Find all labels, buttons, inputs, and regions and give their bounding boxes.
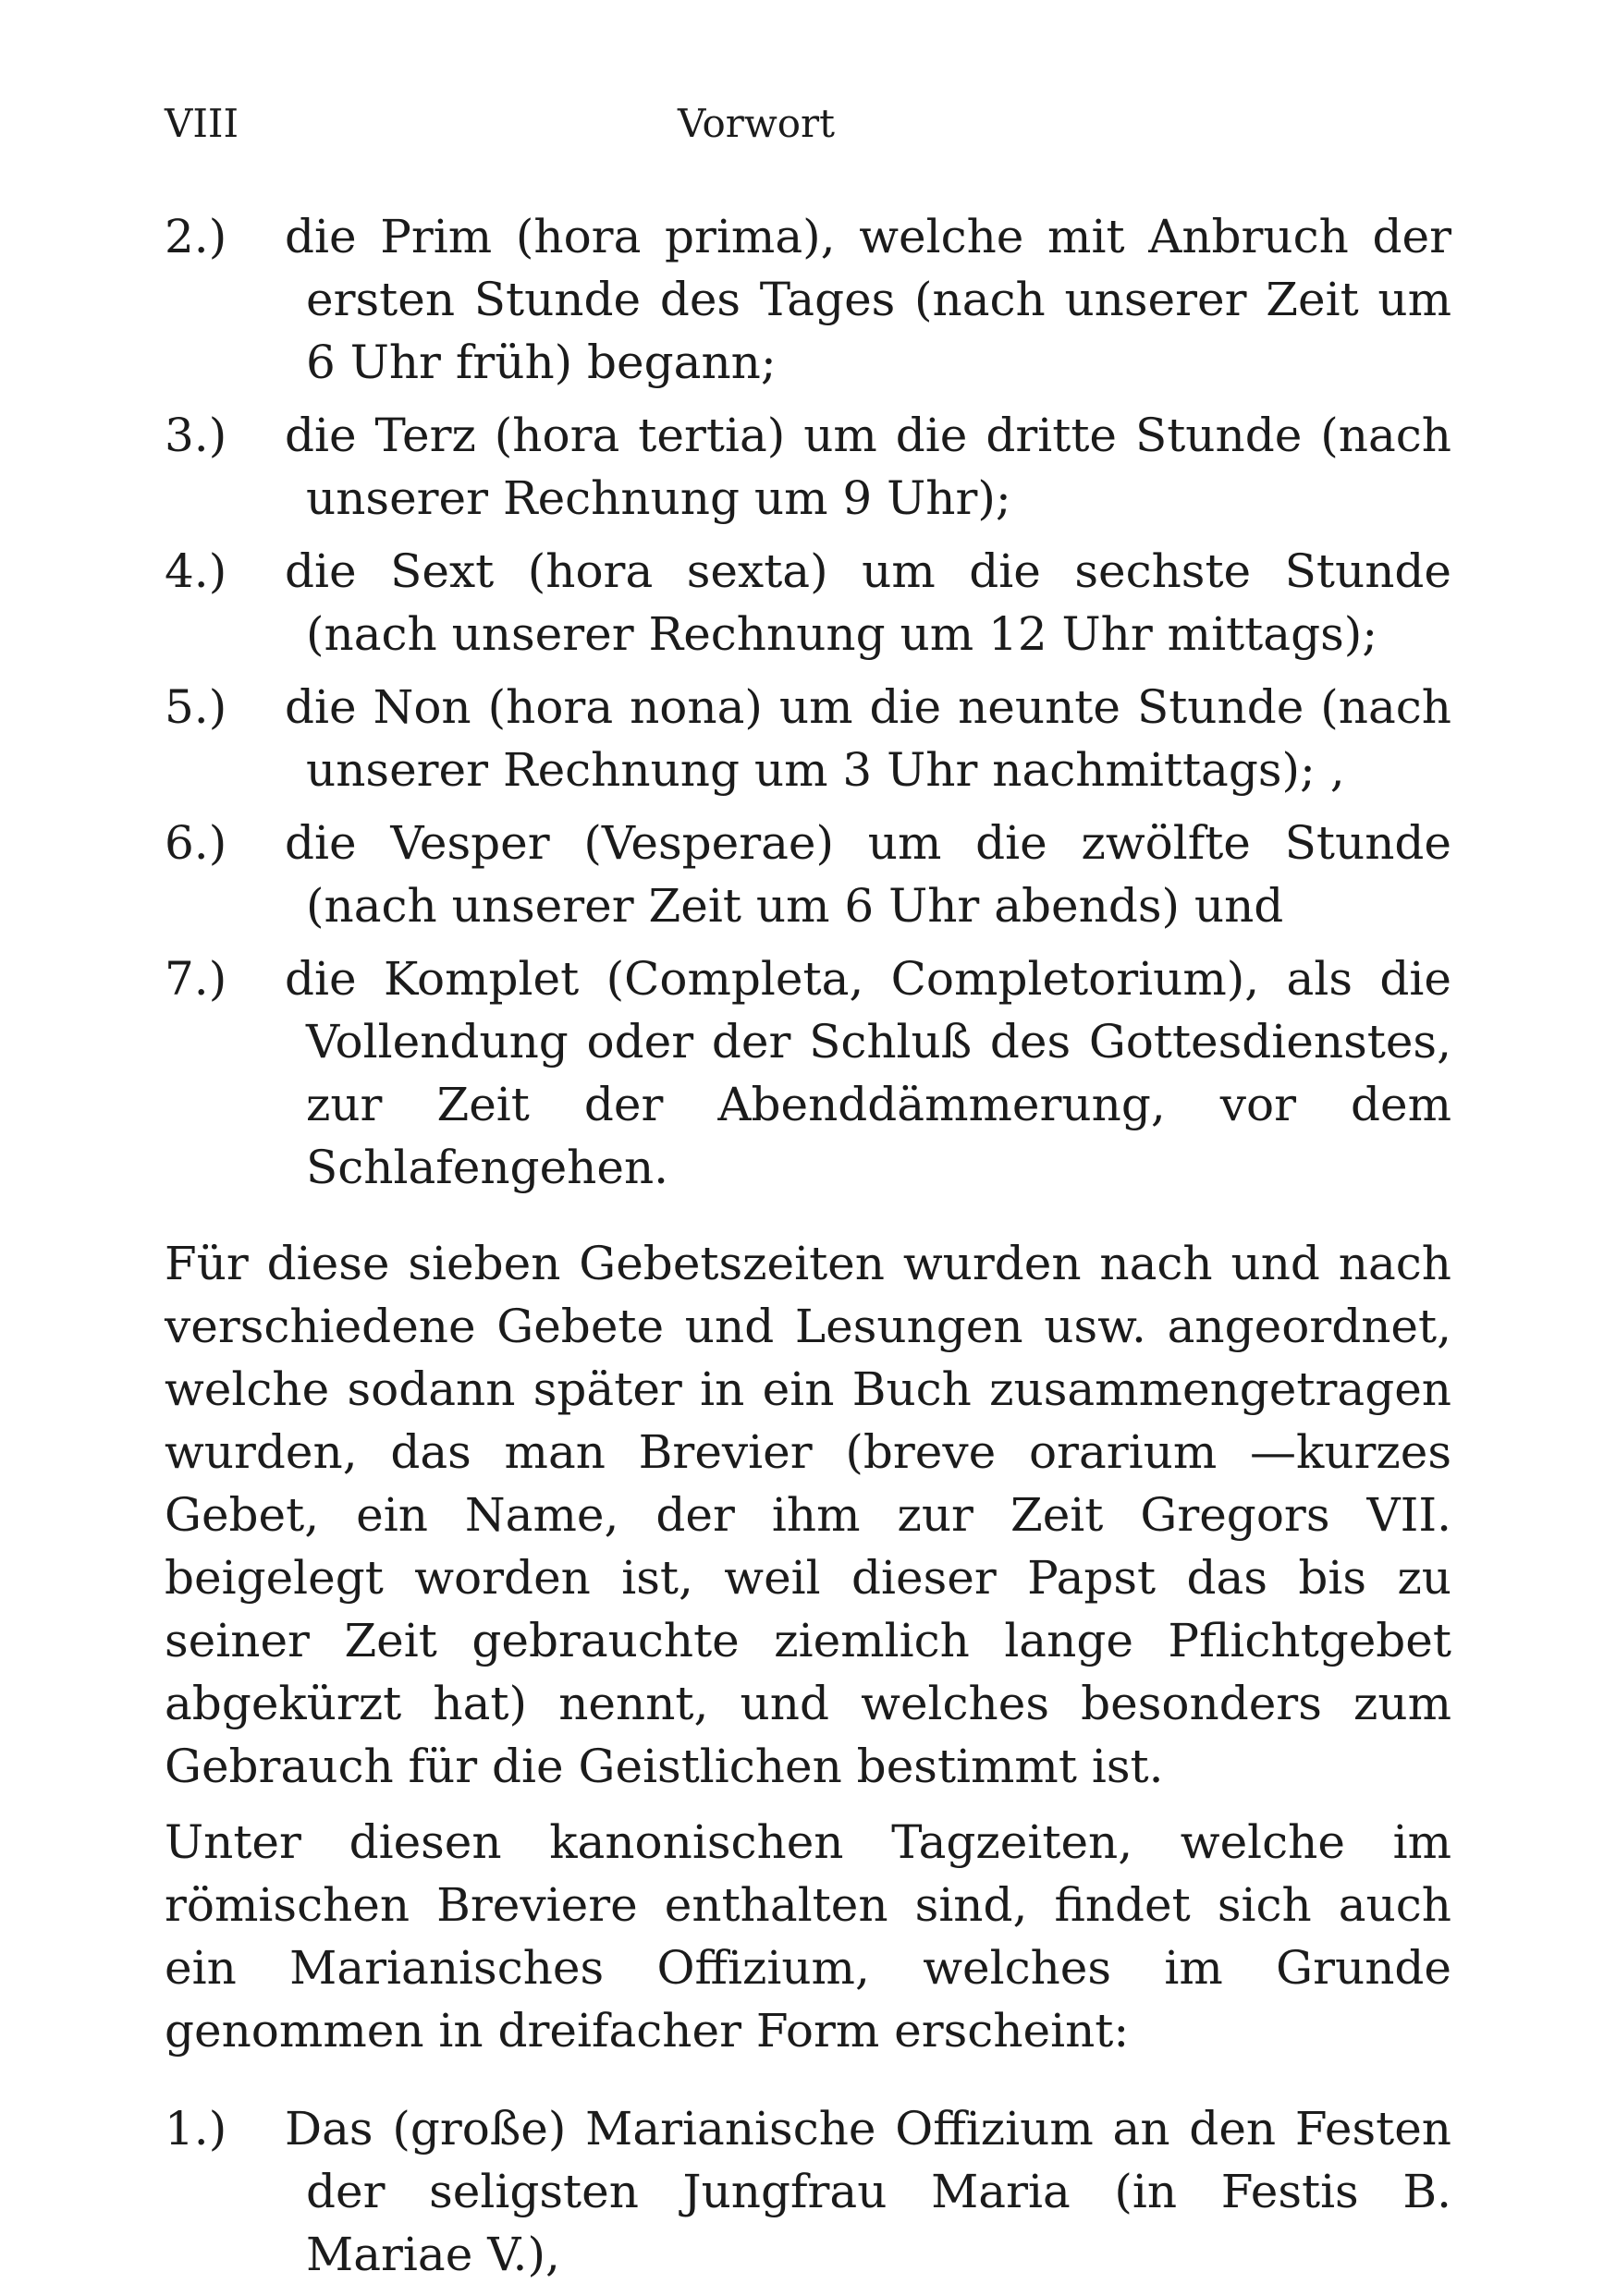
list-item-text: die Sext (hora sexta) um die sechste Stunde (nach unserer Rechnung um 12 Uhr mittags); bbox=[285, 544, 1451, 661]
list-item bbox=[165, 947, 1451, 1199]
body-paragraph: Unter diesen kanonischen Tagzeiten, welche im römischen Breviere enthalten sind, findet sich auch ein Marianisches Offizium, welches im Grunde genommen in dreifacher Form erscheint: bbox=[165, 1815, 1451, 2058]
list-item bbox=[165, 2097, 1451, 2286]
list-item-number: 1.) bbox=[165, 2102, 227, 2156]
list-item-text: die Komplet (Completa, Completorium), als die Vollendung oder der Schluß des Gottesdienstes, zur Zeit der Abenddämmerung, vor dem Schlafengehen. bbox=[285, 952, 1451, 1194]
list-item bbox=[165, 812, 1451, 937]
body-paragraph: Für diese sieben Gebetszeiten wurden nach und nach verschiedene Gebete und Lesungen usw. angeordnet, welche sodann später in ein Buch zusammengetragen wurden, das man Brevier (breve orarium —kurzes Gebet, ein Name, der ihm zur Zeit Gregors VII. beigelegt worden ist, weil dieser Papst das bis zu seiner Zeit gebrauchte ziemlich lange Pflichtgebet abgekürzt hat) nennt, und welches besonders zum Gebrauch für die Geistlichen bestimmt ist. bbox=[165, 1237, 1451, 1793]
list-item-text: die Terz (hora tertia) um die dritte Stunde (nach unserer Rechnung um 9 Uhr); bbox=[285, 409, 1451, 525]
running-title: Vorwort bbox=[677, 101, 836, 146]
list-item bbox=[165, 540, 1451, 666]
list-item-text: die Vesper (Vesperae) um die zwölfte Stunde (nach unserer Zeit um 6 Uhr abends) und bbox=[285, 816, 1451, 933]
list-item bbox=[165, 404, 1451, 530]
list-item-number: 4.) bbox=[165, 544, 227, 598]
list-item-text: Das (große) Marianische Offizium an den Festen der seligsten Jungfrau Maria (in Festis B. Mariae V.), bbox=[285, 2102, 1451, 2281]
list-item-number: 7.) bbox=[165, 952, 227, 1006]
list-item-number: 3.) bbox=[165, 409, 227, 462]
list-item bbox=[165, 205, 1451, 394]
list-item bbox=[165, 676, 1451, 801]
page-number: VIII bbox=[165, 101, 239, 146]
list-item-text: die Prim (hora prima), welche mit Anbruch der ersten Stunde des Tages (nach unserer Zeit um 6 Uhr früh) begann; bbox=[285, 210, 1451, 389]
list-item-number: 6.) bbox=[165, 816, 227, 870]
list-item-number: 2.) bbox=[165, 210, 227, 263]
page-content bbox=[165, 205, 1451, 2296]
list-item-number: 5.) bbox=[165, 680, 227, 734]
canonical-hours-list bbox=[165, 205, 1451, 1199]
running-header bbox=[165, 96, 1451, 152]
list-item-text: die Non (hora nona) um die neunte Stunde (nach unserer Rechnung um 3 Uhr nachmittags); , bbox=[285, 680, 1451, 797]
marian-office-list bbox=[165, 2097, 1451, 2286]
